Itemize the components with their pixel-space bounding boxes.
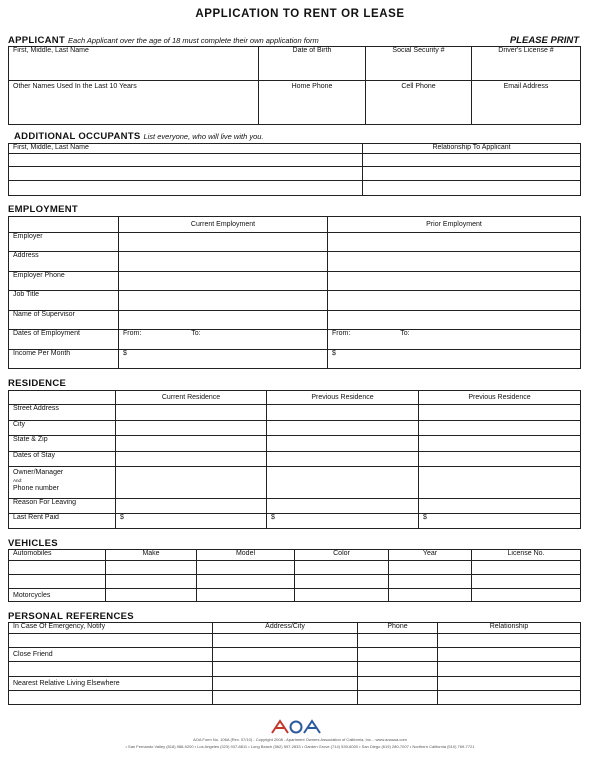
street-address-label: Street Address [9, 405, 116, 421]
dollar-sign: $ [123, 350, 127, 357]
dates-of-employment-label: Dates of Employment [9, 330, 119, 350]
close-friend-label: Close Friend [9, 648, 213, 662]
income-label: Income Per Month [9, 350, 119, 369]
references-table [8, 622, 581, 705]
occupant-name-header: First, Middle, Last Name [9, 144, 363, 154]
address-city-header: Address/City [213, 623, 358, 634]
previous-residence-header-2: Previous Residence [419, 391, 581, 405]
prior-income-field[interactable] [328, 350, 581, 369]
prev2-state-zip-field[interactable] [419, 436, 581, 452]
job-title-label: Job Title [9, 291, 119, 311]
applicant-note: Each Applicant over the age of 18 must complete their own application form [68, 36, 319, 45]
residence-heading: RESIDENCE [8, 378, 67, 389]
phone-number-text: Phone number [13, 485, 59, 492]
footer-line-2: • San Fernando Valley (818) 988-9200 • Los Angeles (323) 937-8811 • Long Beach (562) 597-2833 • Garden Grove (714) 539-6000 • San Diego (619) 280-7007 • Northern California (510) 769-7721 [125, 744, 475, 749]
dollar-sign: $ [332, 350, 336, 357]
occupants-heading [14, 131, 264, 142]
home-phone-field[interactable]: Home Phone [259, 81, 366, 125]
phone-header: Phone [358, 623, 438, 634]
residence-table [8, 390, 581, 529]
email-field[interactable]: Email Address [472, 81, 581, 125]
current-income-field[interactable] [119, 350, 328, 369]
and-text: And: [13, 478, 23, 483]
occupant-row-3-name[interactable] [9, 181, 363, 196]
automobiles-label: Automobiles [9, 550, 106, 561]
occupants-heading-label: ADDITIONAL OCCUPANTS [14, 131, 141, 142]
prev1-city-field[interactable] [267, 421, 419, 436]
supervisor-label: Name of Supervisor [9, 311, 119, 330]
current-supervisor-field[interactable] [119, 311, 328, 330]
current-employment-header: Current Employment [119, 217, 328, 233]
current-rent-field[interactable] [116, 514, 267, 529]
employment-table [8, 216, 581, 369]
prev1-rent-field[interactable] [267, 514, 419, 529]
close-friend-name-field[interactable] [9, 662, 213, 677]
prior-job-title-field[interactable] [328, 291, 581, 311]
cell-phone-field[interactable]: Cell Phone [366, 81, 472, 125]
current-employment-dates-field[interactable] [119, 330, 328, 350]
dollar-sign: $ [271, 514, 275, 521]
emergency-name-field[interactable] [9, 634, 213, 648]
references-heading: PERSONAL REFERENCES [8, 611, 134, 622]
reason-leaving-label: Reason For Leaving [9, 499, 116, 514]
applicant-heading-label: APPLICANT [8, 35, 66, 46]
current-street-field[interactable] [116, 405, 267, 421]
previous-residence-header-1: Previous Residence [267, 391, 419, 405]
current-city-field[interactable] [116, 421, 267, 436]
dollar-sign: $ [423, 514, 427, 521]
drivers-license-field[interactable]: Driver's License # [472, 47, 581, 81]
color-header: Color [295, 550, 389, 561]
occupants-table [8, 143, 581, 196]
prev2-reason-field[interactable] [419, 499, 581, 514]
prev2-street-field[interactable] [419, 405, 581, 421]
year-header: Year [389, 550, 472, 561]
dollar-sign: $ [120, 514, 124, 521]
ssn-field[interactable]: Social Security # [366, 47, 472, 81]
current-residence-header: Current Residence [116, 391, 267, 405]
owner-manager-text: Owner/Manager [13, 469, 64, 476]
make-header: Make [106, 550, 197, 561]
prior-employer-phone-field[interactable] [328, 272, 581, 291]
prior-employer-address-field[interactable] [328, 252, 581, 272]
city-label: City [9, 421, 116, 436]
current-employer-field[interactable] [119, 233, 328, 252]
current-to-label: To: [191, 330, 201, 337]
prior-supervisor-field[interactable] [328, 311, 581, 330]
occupant-row-2-name[interactable] [9, 167, 363, 181]
prev1-owner-field[interactable] [267, 467, 419, 499]
model-header: Model [197, 550, 295, 561]
prev2-city-field[interactable] [419, 421, 581, 436]
state-zip-label: State & Zip [9, 436, 116, 452]
occupant-row-1-relationship[interactable] [363, 154, 581, 167]
nearest-relative-name-field[interactable] [9, 691, 213, 705]
prev2-owner-field[interactable] [419, 467, 581, 499]
occupant-row-3-relationship[interactable] [363, 181, 581, 196]
prior-employment-dates-field[interactable] [328, 330, 581, 350]
current-employer-phone-field[interactable] [119, 272, 328, 291]
employer-label: Employer [9, 233, 119, 252]
prior-to-label: To: [400, 330, 410, 337]
owner-manager-label [9, 467, 116, 499]
applicant-heading [8, 35, 319, 46]
vehicles-table [8, 549, 581, 602]
prev1-street-field[interactable] [267, 405, 419, 421]
dates-of-stay-label: Dates of Stay [9, 452, 116, 467]
prev2-dates-field[interactable] [419, 452, 581, 467]
please-print-label: PLEASE PRINT [509, 35, 579, 46]
current-from-label: From: [123, 330, 142, 337]
last-rent-label: Last Rent Paid [9, 514, 116, 529]
aoa-logo [270, 719, 322, 735]
current-job-title-field[interactable] [119, 291, 328, 311]
employment-heading: EMPLOYMENT [8, 204, 79, 215]
license-header: License No. [472, 550, 581, 561]
emergency-contact-label: In Case Of Emergency, Notify [9, 623, 213, 634]
prior-from-label: From: [332, 330, 351, 337]
applicant-table [8, 46, 581, 125]
occupants-note: List everyone, who will live with you. [143, 132, 264, 141]
motorcycles-label: Motorcycles [9, 589, 106, 602]
nearest-relative-label: Nearest Relative Living Elsewhere [9, 677, 213, 691]
prior-employment-header: Prior Employment [328, 217, 581, 233]
vehicles-heading: VEHICLES [8, 538, 58, 549]
prev1-reason-field[interactable] [267, 499, 419, 514]
occupant-row-1-name[interactable] [9, 154, 363, 167]
current-owner-field[interactable] [116, 467, 267, 499]
employer-phone-label: Employer Phone [9, 272, 119, 291]
current-reason-field[interactable] [116, 499, 267, 514]
prev2-rent-field[interactable] [419, 514, 581, 529]
prev1-state-zip-field[interactable] [267, 436, 419, 452]
occupant-relationship-header: Relationship To Applicant [363, 144, 581, 154]
dob-field[interactable]: Date of Birth [259, 47, 366, 81]
current-state-zip-field[interactable] [116, 436, 267, 452]
prev1-dates-field[interactable] [267, 452, 419, 467]
employer-address-label: Address [9, 252, 119, 272]
relationship-header: Relationship [438, 623, 581, 634]
current-employer-address-field[interactable] [119, 252, 328, 272]
current-dates-field[interactable] [116, 452, 267, 467]
other-names-field[interactable]: Other Names Used In the Last 10 Years [9, 81, 259, 125]
footer-line-1: AOA Form No. 106A (Rev. 07/10) - Copyright 2008 - Apartment Owners Association of California, Inc. - www.aoausa.com [193, 737, 407, 742]
applicant-name-field[interactable]: First, Middle, Last Name [9, 47, 259, 81]
prior-employer-field[interactable] [328, 233, 581, 252]
occupant-row-2-relationship[interactable] [363, 167, 581, 181]
page-title: APPLICATION TO RENT OR LEASE [195, 8, 405, 20]
